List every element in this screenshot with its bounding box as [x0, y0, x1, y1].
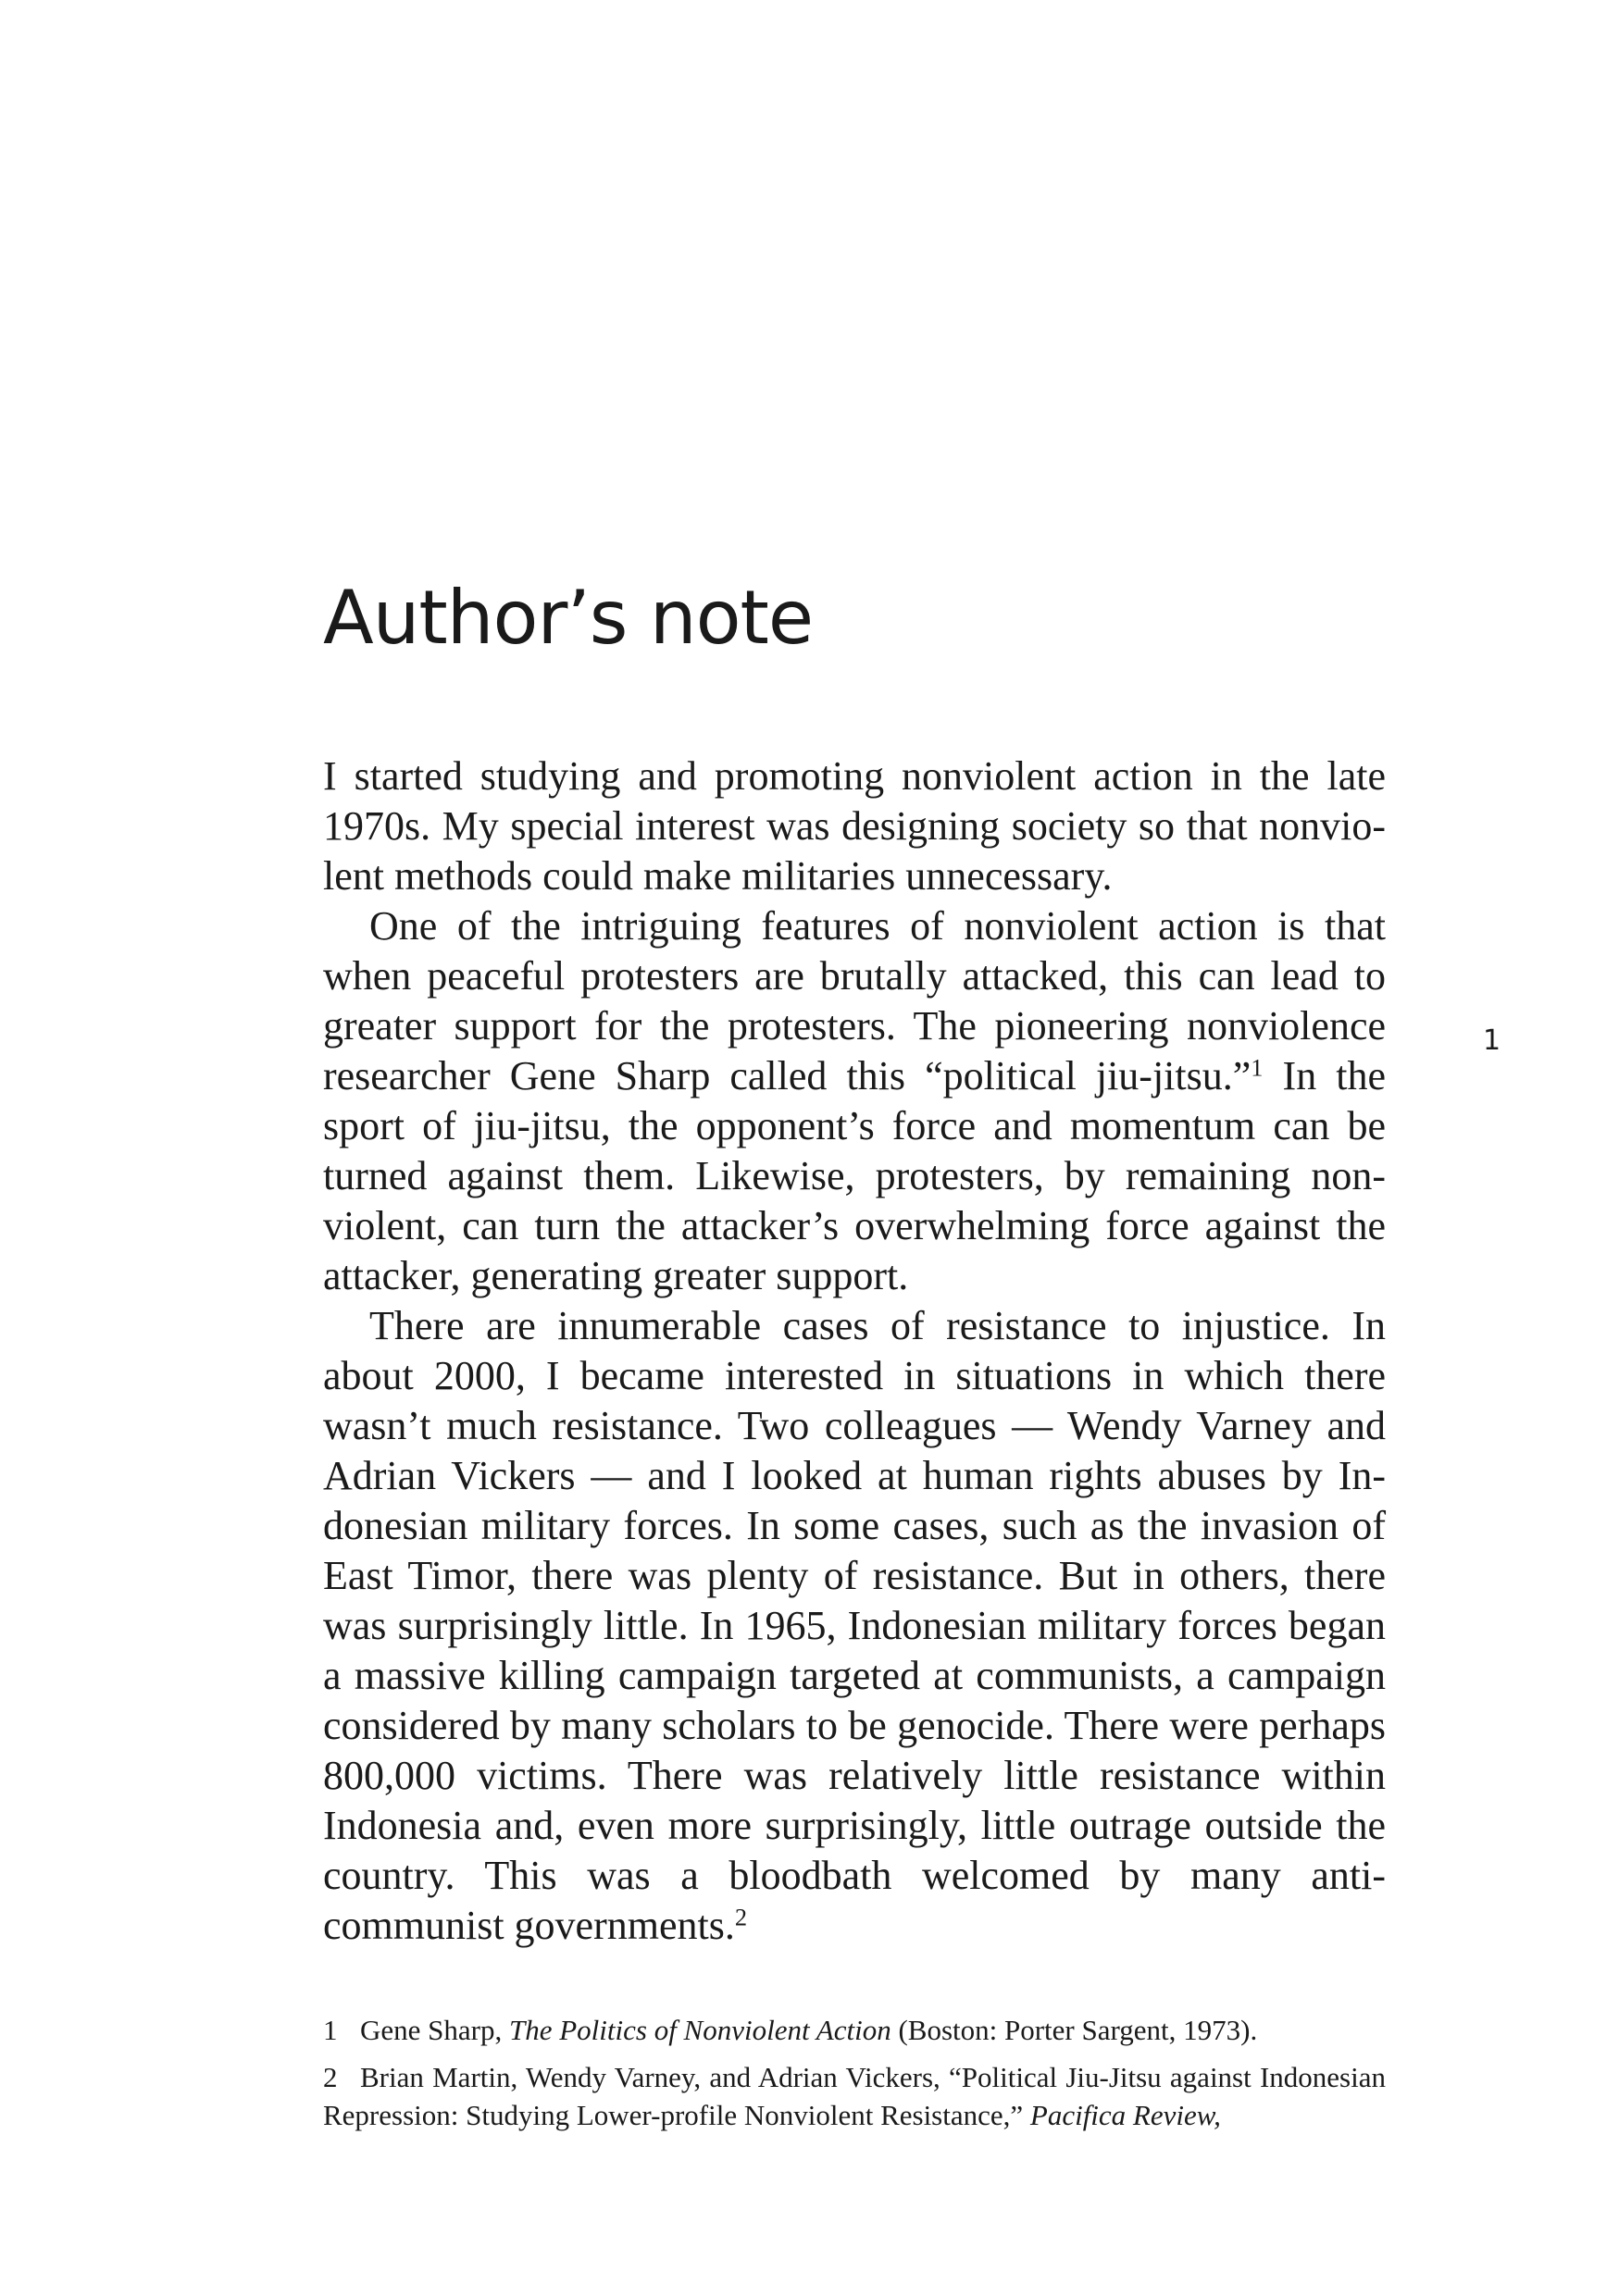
footnote-ref-1[interactable]: 1 [1251, 1053, 1264, 1082]
footnotes [323, 2011, 1386, 2143]
footnote-text: (Boston: Porter Sargent, 1973). [890, 2014, 1258, 2046]
main-text [323, 751, 1386, 1951]
footnote-text: Brian Martin, Wendy Varney, and Adrian Vickers, “Political Jiu-Jitsu against Indonesian Repression: Studying Lower-profile Nonviolent Resistance,” [323, 2061, 1386, 2131]
footnote-ref-2[interactable]: 2 [734, 1903, 748, 1931]
paragraph-1-text: I started studying and promoting nonviolent action in the late 1970s. My special interest was designing society so that nonviolent methods could make militaries unnecessary. [323, 753, 1386, 899]
page-number: 1 [1483, 1024, 1501, 1057]
footnote-book-title: The Politics of Nonviolent Action [508, 2014, 891, 2046]
paragraph-1 [323, 751, 1386, 901]
paragraph-2-text-b: In the sport of jiu-jitsu, the opponent’s force and momentum can be turned against them. Likewise, protesters, by remaining nonviolent, can turn the attacker’s overwhelming force against the attacker, generating greater support. [323, 1053, 1386, 1298]
paragraph-3-text: There are innumerable cases of resistance to injustice. In about 2000, I became interested in situations in which there wasn’t much resistance. Two colleagues — Wendy Varney and Adrian Vickers — and I looked at human rights abuses by Indonesian military forces. In some cases, such as the invasion of East Timor, there was plenty of resistance. But in others, there was surprisingly little. In 1965, Indonesian military forces began a massive killing campaign targeted at communists, a campaign considered by many scholars to be genocide. There were perhaps 800,000 victims. There was relatively little resistance within Indonesia and, even more surprisingly, little outrage outside the country. This was a bloodbath welcomed by many anti-communist governments. [323, 1303, 1386, 1948]
paragraph-2-text-a: One of the intriguing features of nonviolent action is that when peaceful protesters are brutally attacked, this can lead to greater support for the protesters. The pioneering nonviolence researcher Gene Sharp called this “political jiu-jitsu.” [323, 903, 1386, 1098]
footnote-journal-title: Pacifica Review, [1029, 2099, 1221, 2131]
paragraph-3 [323, 1301, 1386, 1951]
footnote-2 [323, 2058, 1386, 2134]
page-title: Author’s note [323, 575, 814, 661]
footnote-1 [323, 2011, 1386, 2049]
paragraph-2 [323, 901, 1386, 1301]
footnote-number: 1 [323, 2014, 338, 2046]
footnote-number: 2 [323, 2061, 338, 2093]
footnote-text: Gene Sharp, [360, 2014, 509, 2046]
